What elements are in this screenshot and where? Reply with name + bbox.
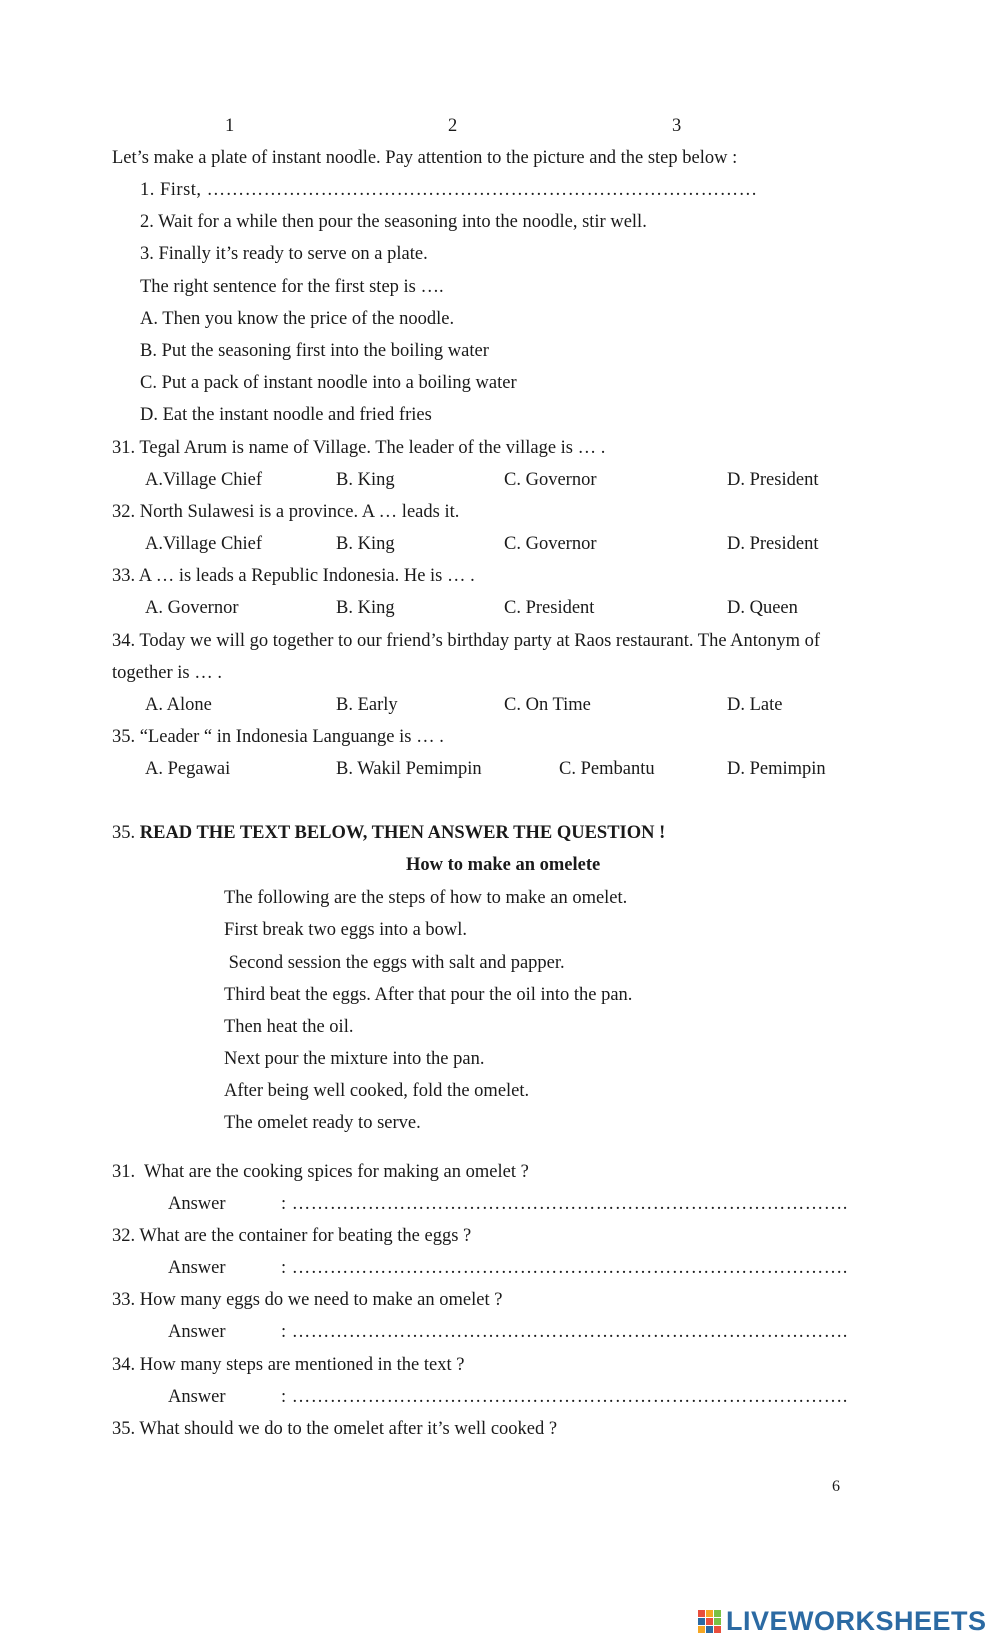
essay-question-32: 32. What are the container for beating the eggs ? [112, 1226, 472, 1246]
mc-question-35: 35. “Leader “ in Indonesia Languange is … . [112, 727, 444, 747]
answer-label: Answer [168, 1258, 226, 1278]
picture-number-3: 3 [672, 116, 682, 136]
mc-32-option-c: C. Governor [504, 534, 597, 554]
mc-33-option-b: B. King [336, 598, 395, 618]
mc-33-option-c: C. President [504, 598, 595, 618]
mc-32-option-a: A.Village Chief [145, 534, 263, 554]
essay-question-35: 35. What should we do to the omelet after it’s well cooked ? [112, 1419, 558, 1439]
mc-question-32: 32. North Sulawesi is a province. A … leads it. [112, 502, 460, 522]
reading-instruction-number: 35. [112, 823, 140, 843]
mc-32-option-d: D. President [727, 534, 819, 554]
mc-question-34: 34. Today we will go together to our friend’s birthday party at Raos restaurant. The Antonym of [112, 631, 821, 651]
reading-line: Then heat the oil. [224, 1017, 354, 1037]
mc-33-option-a: A. Governor [145, 598, 239, 618]
answer-line-31[interactable]: : ……………………………………………………………………………. [281, 1194, 848, 1214]
logo-block [698, 1618, 705, 1625]
noodle-step-2: 2. Wait for a while then pour the seasoning into the noodle, stir well. [140, 212, 647, 232]
mc-35-option-c: C. Pembantu [559, 759, 655, 779]
logo-block [706, 1626, 713, 1633]
liveworksheets-logo [698, 1604, 987, 1638]
mc-35-option-d: D. Pemimpin [727, 759, 826, 779]
picture-number-2: 2 [448, 116, 458, 136]
logo-block [698, 1610, 705, 1617]
mc-34-option-c: C. On Time [504, 695, 591, 715]
noodle-question: The right sentence for the first step is …. [140, 277, 444, 297]
answer-label: Answer [168, 1194, 226, 1214]
mc-question-34-cont: together is … . [112, 663, 222, 683]
mc-31-option-d: D. President [727, 470, 819, 490]
logo-blocks-icon [698, 1610, 721, 1633]
noodle-option-d: D. Eat the instant noodle and fried fries [140, 405, 432, 425]
mc-35-option-a: A. Pegawai [145, 759, 231, 779]
mc-32-option-b: B. King [336, 534, 395, 554]
mc-question-33: 33. A … is leads a Republic Indonesia. He is … . [112, 566, 475, 586]
noodle-intro: Let’s make a plate of instant noodle. Pay attention to the picture and the step below : [112, 148, 738, 168]
reading-line: The following are the steps of how to make an omelet. [224, 888, 628, 908]
reading-line: Second session the eggs with salt and papper. [224, 953, 565, 973]
logo-block [714, 1610, 721, 1617]
reading-instruction-text: READ THE TEXT BELOW, THEN ANSWER THE QUESTION ! [139, 823, 666, 843]
mc-31-option-b: B. King [336, 470, 395, 490]
answer-label: Answer [168, 1387, 226, 1407]
answer-label: Answer [168, 1322, 226, 1342]
mc-34-option-a: A. Alone [145, 695, 212, 715]
mc-31-option-c: C. Governor [504, 470, 597, 490]
mc-33-option-d: D. Queen [727, 598, 798, 618]
noodle-option-c: C. Put a pack of instant noodle into a boiling water [140, 373, 517, 393]
noodle-step-3: 3. Finally it’s ready to serve on a plate. [140, 244, 428, 264]
reading-title: How to make an omelete [406, 855, 601, 875]
logo-block [698, 1626, 705, 1633]
mc-31-option-a: A.Village Chief [145, 470, 263, 490]
answer-line-33[interactable]: : ……………………………………………………………………………. [281, 1322, 848, 1342]
noodle-option-b: B. Put the seasoning first into the boiling water [140, 341, 489, 361]
logo-text: LIVEWORKSHEETS [726, 1605, 987, 1636]
reading-instruction [112, 824, 665, 843]
reading-line: Third beat the eggs. After that pour the oil into the pan. [224, 985, 633, 1005]
essay-question-31: 31. What are the cooking spices for making an omelet ? [112, 1162, 529, 1182]
picture-number-1: 1 [225, 116, 235, 136]
mc-34-option-b: B. Early [336, 695, 398, 715]
page-number: 6 [832, 1478, 840, 1495]
noodle-option-a: A. Then you know the price of the noodle. [140, 309, 455, 329]
reading-line: First break two eggs into a bowl. [224, 920, 468, 940]
logo-block [706, 1610, 713, 1617]
noodle-step-1: 1. First, …………………………………………………………………………… [140, 180, 758, 200]
essay-question-33: 33. How many eggs do we need to make an omelet ? [112, 1290, 503, 1310]
mc-34-option-d: D. Late [727, 695, 783, 715]
reading-line: After being well cooked, fold the omelet. [224, 1081, 530, 1101]
mc-question-31: 31. Tegal Arum is name of Village. The leader of the village is … . [112, 438, 606, 458]
logo-block [714, 1618, 721, 1625]
essay-question-34: 34. How many steps are mentioned in the text ? [112, 1355, 465, 1375]
logo-block [706, 1618, 713, 1625]
answer-line-34[interactable]: : ……………………………………………………………………………. [281, 1387, 848, 1407]
mc-35-option-b: B. Wakil Pemimpin [336, 759, 482, 779]
logo-block [714, 1626, 721, 1633]
answer-line-32[interactable]: : ……………………………………………………………………………. [281, 1258, 848, 1278]
reading-line: Next pour the mixture into the pan. [224, 1049, 485, 1069]
reading-line: The omelet ready to serve. [224, 1113, 421, 1133]
